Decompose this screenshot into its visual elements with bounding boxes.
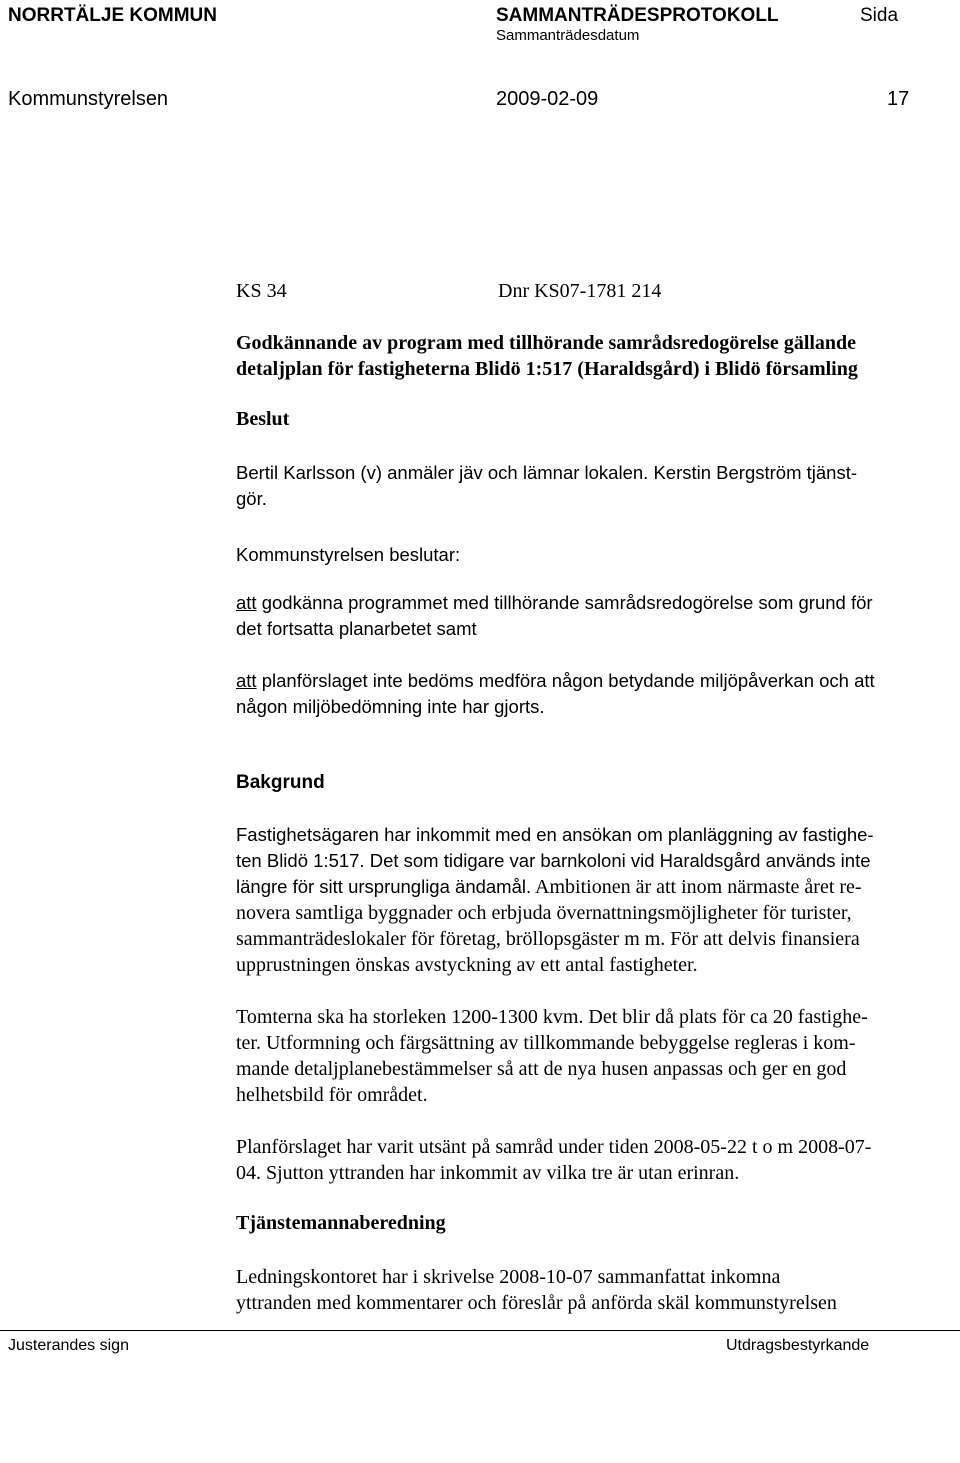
text-line: 04. Sjutton yttranden har inkommit av vilka tre är utan erinran. [236, 1162, 740, 1184]
case-title [236, 330, 948, 382]
text-line: gör. [236, 488, 267, 509]
diary-number: Dnr KS07-1781 214 [498, 280, 662, 302]
bakgrund-heading: Bakgrund [236, 772, 325, 793]
text-line: ten Blidö 1:517. Det som tidigare var barnkoloni vid Haraldsgård används inte [236, 850, 871, 871]
text-line: mande detaljplanebestämmelser så att de nya husen anpassas och ger en god [236, 1058, 847, 1080]
att-clause-2 [236, 668, 948, 720]
justerandes-sign: Justerandes sign [8, 1337, 129, 1354]
tjanstemannaberedning-heading: Tjänstemannaberedning [236, 1212, 446, 1234]
att-clause-1 [236, 590, 948, 642]
bakgrund-paragraph-1 [236, 822, 948, 978]
text-line: Bertil Karlsson (v) anmäler jäv och lämnar lokalen. Kerstin Bergström tjänst- [236, 462, 858, 483]
footer-divider [0, 1330, 960, 1331]
text-span: planförslaget inte bedöms medföra någon betydande miljöpåverkan och att [256, 670, 875, 691]
municipality-name: NORRTÄLJE KOMMUN [8, 5, 217, 26]
text-line: ter. Utformning och färgsättning av tillkommande bebyggelse regleras i kom- [236, 1032, 856, 1054]
beslut-heading: Beslut [236, 408, 290, 430]
text-line: Tomterna ska ha storleken 1200-1300 kvm. Det blir då plats för ca 20 fastighe- [236, 1006, 868, 1028]
text-line: novera samtliga byggnader och erbjuda övernattningsmöjligheter för turister, [236, 902, 852, 924]
text-line [236, 874, 948, 900]
text-line: Ledningskontoret har i skrivelse 2008-10-07 sammanfattat inkomna [236, 1266, 781, 1288]
att-word: att [236, 670, 257, 691]
text-line: Planförslaget har varit utsänt på samråd under tiden 2008-05-22 t o m 2008-07- [236, 1136, 872, 1158]
document-type: SAMMANTRÄDESPROTOKOLL [496, 5, 779, 26]
text-span: längre för sitt ursprungliga ändamål. [236, 876, 532, 897]
ks-reference: KS 34 [236, 280, 287, 302]
page-label: Sida [860, 5, 899, 26]
page-number: 17 [887, 88, 910, 110]
text-line: upprustningen önskas avstyckning av ett antal fastigheter. [236, 954, 698, 976]
tjanstemannaberedning-paragraph [236, 1264, 948, 1316]
bakgrund-paragraph-2 [236, 1004, 948, 1108]
jav-paragraph [236, 460, 948, 512]
text-span: Ambitionen är att inom närmaste året re- [531, 876, 862, 898]
text-line: helhetsbild för området. [236, 1084, 428, 1106]
text-line: yttranden med kommentarer och föreslår på anförda skäl kommunstyrelsen [236, 1292, 837, 1314]
text-line: någon miljöbedömning inte har gjorts. [236, 696, 545, 717]
decides-label: Kommunstyrelsen beslutar: [236, 544, 461, 565]
case-title-line: detaljplan för fastigheterna Blidö 1:517 (Haraldsgård) i Blidö församling [236, 358, 858, 380]
meeting-date-label: Sammanträdesdatum [496, 27, 640, 44]
text-span: godkänna programmet med tillhörande samrådsredogörelse som grund för [256, 592, 873, 613]
text-line: Fastighetsägaren har inkommit med en ansökan om planläggning av fastighe- [236, 824, 874, 845]
body-name: Kommunstyrelsen [8, 88, 169, 110]
text-line [236, 668, 948, 694]
text-line: det fortsatta planarbetet samt [236, 618, 477, 639]
utdragsbestyrkande: Utdragsbestyrkande [726, 1337, 870, 1354]
att-word: att [236, 592, 257, 613]
case-title-line: Godkännande av program med tillhörande samrådsredogörelse gällande [236, 332, 857, 354]
text-line: sammanträdeslokaler för företag, bröllopsgäster m m. För att delvis finansiera [236, 928, 860, 950]
meeting-date: 2009-02-09 [496, 88, 599, 110]
text-line [236, 590, 948, 616]
bakgrund-paragraph-3 [236, 1134, 948, 1186]
